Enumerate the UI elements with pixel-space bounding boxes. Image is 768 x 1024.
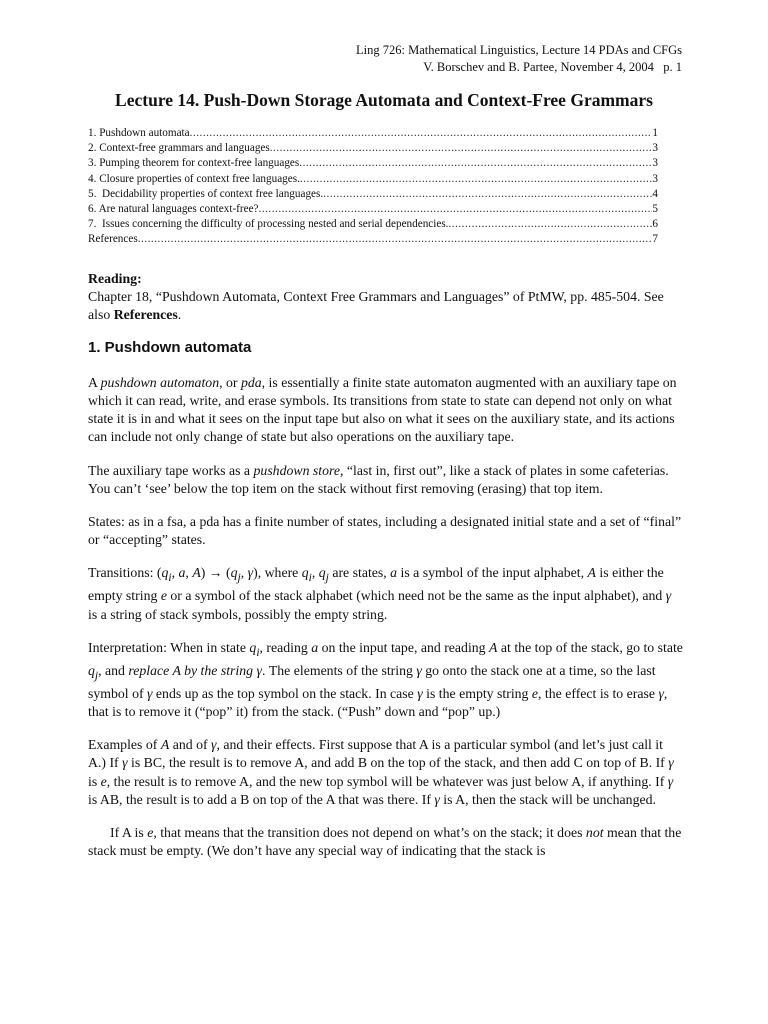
math-subscript: i [308, 572, 312, 585]
text-run: , [311, 565, 319, 581]
math-symbol: γ [416, 662, 422, 678]
paragraph-interpretation [88, 639, 683, 721]
math-symbol: q [318, 565, 326, 581]
math-symbol: γ [147, 685, 153, 701]
text-run: ends up as the top symbol on the stack. In case [152, 685, 418, 701]
toc-entry-label: 7. Issues concerning the difficulty of processing nested and serial dependencies. [88, 218, 449, 231]
math-symbol: γ [417, 685, 423, 701]
term-italic: pushdown store [253, 462, 341, 478]
toc-entry-page: 7 [652, 233, 658, 246]
paragraph-examples [88, 736, 683, 809]
section-heading: 1. Pushdown automata [88, 338, 252, 356]
toc-entry-page: 3 [652, 142, 658, 155]
toc-leader [299, 156, 652, 171]
toc-entry[interactable] [88, 232, 658, 247]
math-subscript: i [256, 646, 260, 659]
reading-text-end: . [177, 307, 182, 323]
text-run: and of [169, 737, 212, 753]
term-italic: not [585, 824, 604, 840]
text-run: ), where [253, 565, 302, 581]
math-symbol: q [230, 565, 238, 581]
toc-entry-page: 3 [652, 157, 658, 170]
math-symbol: e [160, 588, 167, 604]
text-run: ) → ( [200, 565, 231, 581]
math-symbol: γ [658, 685, 664, 701]
text-run: go onto the stack one at a time, so the last symbol of [88, 662, 656, 701]
toc-entry-label: 1. Pushdown automata [88, 127, 190, 139]
math-symbol: e [531, 685, 539, 701]
toc-leader [138, 232, 653, 247]
text-run: The auxiliary tape works as a [88, 462, 254, 478]
math-symbol: γ [211, 737, 217, 753]
text-run: , [240, 565, 248, 581]
text-run: , or [219, 374, 241, 390]
text-run: , that means that the transition does not depend on what’s on the stack; it does [153, 824, 586, 840]
references-link[interactable]: References [113, 307, 178, 323]
toc-entry-label: 6. Are natural languages context-free? [88, 203, 259, 216]
term-italic: pushdown automaton [100, 374, 220, 390]
paragraph-pda-definition [88, 374, 683, 447]
math-symbol: γ [247, 565, 254, 581]
text-run: is a string of stack symbols, possibly the empty string. [88, 606, 388, 622]
toc-entry[interactable] [88, 141, 658, 156]
math-symbol: a [311, 639, 319, 655]
math-subscript: j [325, 572, 329, 585]
toc-entry-label: 3. Pumping theorem for context-free languages [88, 157, 300, 170]
toc-entry-label: 4. Closure properties of context free languages. [88, 172, 300, 185]
math-symbol: e [147, 824, 154, 840]
paragraph-pushdown-store [88, 462, 683, 498]
toc-entry-page: 4 [652, 187, 658, 200]
toc-leader [448, 217, 652, 232]
math-subscript: j [94, 669, 99, 682]
math-symbol: γ [668, 755, 674, 771]
toc-entry[interactable] [88, 172, 658, 187]
text-run: on the input tape, and reading [318, 639, 490, 655]
math-subscript: i [168, 572, 172, 585]
math-symbol: A [192, 565, 201, 581]
text-run: or a symbol of the stack alphabet (which need not be the same as the input alphabet), and [166, 588, 666, 604]
reading-label: Reading: [88, 271, 142, 286]
term-italic: pda [240, 374, 262, 390]
math-symbol: γ [434, 791, 440, 807]
text-run: , “last in, first out”, like a stack of plates in some cafeterias. You can’t ‘see’ below the top item on the stack without first removing (erasing) that top item. [88, 462, 669, 496]
text-run: , reading [259, 639, 312, 655]
toc-entry-label: 2. Context-free grammars and languages [88, 142, 270, 155]
toc-leader [270, 141, 653, 156]
text-run: is BC, the result is to remove A, and add B on the top of the stack, and then add C on top of B. If [127, 755, 669, 771]
toc-entry[interactable] [88, 126, 658, 141]
toc-entry-page: 3 [652, 172, 658, 185]
reading-block [88, 270, 683, 325]
text-run: Transitions: ( [88, 565, 162, 581]
header-course-line: Ling 726: Mathematical Linguistics, Lecture 14 PDAs and CFGs [356, 43, 682, 57]
paragraph-states: States: as in a fsa, a pda has a finite number of states, including a designated initial state and a set of “final” or “accepting” states. [88, 514, 682, 548]
header-author-line: V. Borschev and B. Partee, November 4, 2004 p. 1 [423, 60, 682, 74]
math-symbol: γ [122, 755, 128, 771]
text-run: are states, [328, 565, 391, 581]
math-symbol: A [489, 639, 498, 655]
text-run: , and their effects. First suppose that A is a particular symbol (and let’s just call it A.) If [88, 737, 663, 771]
main-body [88, 270, 683, 875]
math-symbol: γ [665, 588, 672, 604]
math-symbol: q [249, 639, 257, 655]
text-run: A [88, 374, 101, 390]
text-run: Examples of [88, 737, 161, 753]
toc-entry[interactable] [88, 187, 658, 202]
math-symbol: a [390, 565, 398, 581]
text-run: , is essentially a finite state automaton augmented with an auxiliary tape on which it can read, write, and erase symbols. Its transitions from state to state can depend not only on what state it is in and what it sees on the input tape but also on what it sees on the auxiliary state, and its actions can include not only change of state but also operations on the auxiliary tape. [88, 374, 677, 445]
math-symbol: A [587, 565, 596, 581]
text-run: , [185, 565, 193, 581]
text-run: , that is to remove it (“pop” it) from the stack. (“Push” down and “pop” up.) [88, 685, 668, 719]
math-symbol: γ [667, 773, 674, 789]
toc-leader [323, 187, 652, 202]
math-symbol: q [88, 662, 95, 678]
text-run: is [88, 773, 101, 789]
running-header [356, 42, 682, 76]
text-run: at the top of the stack, go to state [497, 639, 683, 655]
math-symbol: A [160, 737, 170, 753]
toc-entry-page: 1 [652, 127, 658, 139]
text-run: is the empty string [422, 685, 532, 701]
text-run: . The elements of the string [261, 662, 417, 678]
math-symbol: a [178, 565, 186, 581]
math-symbol: q [161, 565, 169, 581]
text-run: If A is [110, 824, 148, 840]
math-symbol: q [301, 565, 309, 581]
text-run: is a symbol of the input alphabet, [397, 565, 588, 581]
toc-entry[interactable] [88, 217, 658, 232]
text-run: , [171, 565, 179, 581]
text-run: , the effect is to erase [538, 685, 659, 701]
toc-leader [259, 202, 653, 217]
math-symbol: e [100, 773, 107, 789]
paragraph-transitions [88, 564, 683, 623]
math-subscript: j [237, 572, 241, 585]
text-run: , and [98, 662, 129, 678]
text-run: Interpretation: When in state [88, 639, 250, 655]
table-of-contents [88, 126, 658, 248]
text-run: mean that the stack must be empty. (We don’t have any special way of indicating that the stack is [88, 824, 682, 859]
toc-leader [190, 126, 653, 141]
text-run: is A, then the stack will be unchanged. [439, 791, 656, 807]
toc-entry-page: 6 [652, 218, 658, 231]
paragraph-empty-A [88, 824, 683, 860]
term-italic: replace A by the string γ [128, 662, 262, 678]
page-title: Lecture 14. Push-Down Storage Automata and Context-Free Grammars [115, 90, 653, 110]
toc-entry[interactable] [88, 202, 658, 217]
toc-entry[interactable] [88, 156, 658, 171]
text-run: is either the empty string [88, 565, 664, 604]
text-run: is AB, the result is to add a B on top of the A that was there. If [88, 791, 435, 807]
toc-entry-page: 5 [652, 203, 658, 216]
toc-entry-label: 5. Decidability properties of context free languages. [88, 187, 324, 200]
toc-leader [300, 172, 653, 187]
toc-entry-label: References [88, 233, 138, 246]
text-run: , the result is to remove A, and the new top symbol will be whatever was just below A, if anything. If [106, 773, 668, 789]
reading-text: Chapter 18, “Pushdown Automata, Context Free Grammars and Languages” of PtMW, pp. 485-504. See also [88, 289, 664, 323]
